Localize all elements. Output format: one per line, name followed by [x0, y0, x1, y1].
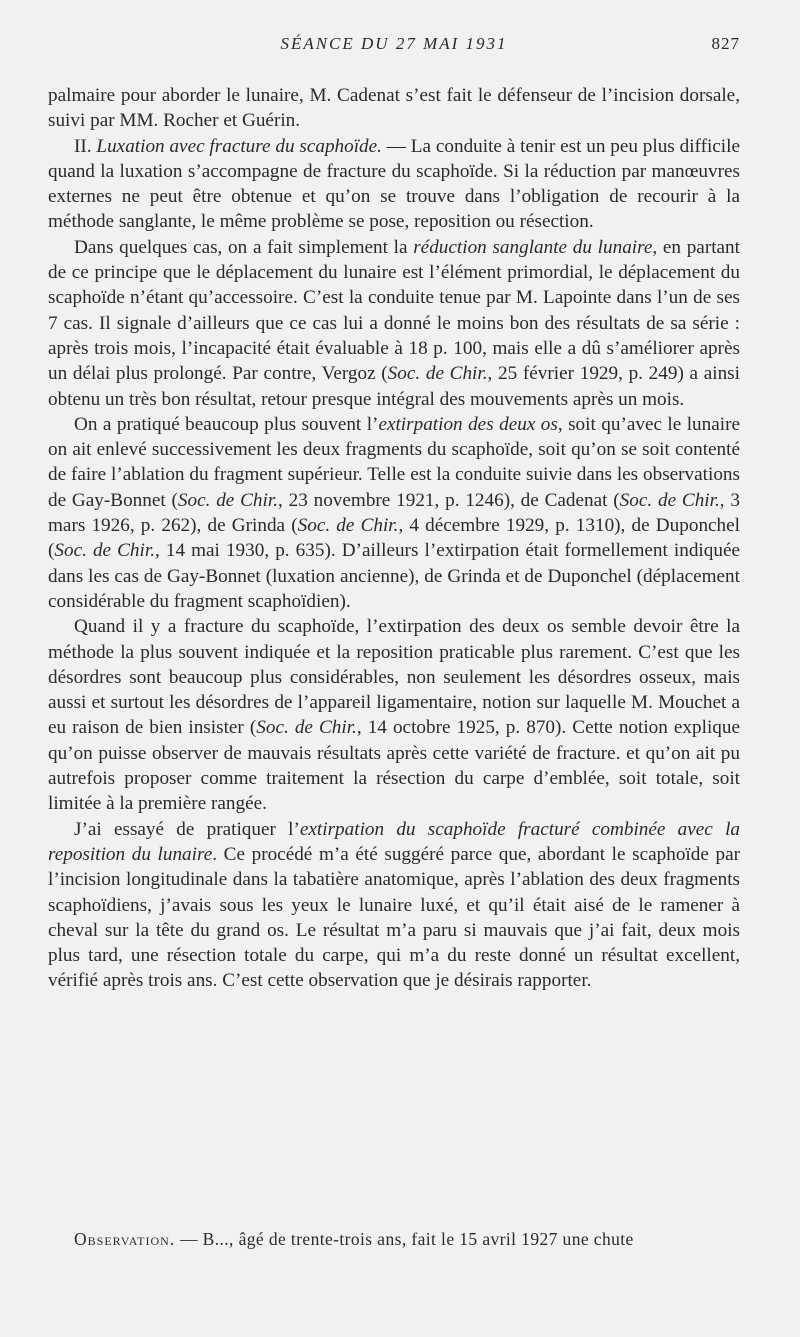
- observation-line: [48, 1227, 740, 1252]
- text-segment: . Ce procédé m’a été suggéré parce que, abordant le scaphoïde par l’incision longitudinale dans la tabatière anatomique, après l’ablation des deux fragments scaphoïdiens, j’avais sous les yeux le lunaire luxé, et qu’il était aisé de le ramener à cheval sur la tête du grand os. Le résultat m’a paru si mauvais que j’ai fait, deux mois plus tard, une résection totale du carpe, qui m’a du reste donné un résultat excellent, vérifié après trois ans. C’est cette observation que je désirais rapporter.: [48, 843, 740, 992]
- text-segment: , 14 mai 1930, p. 635). D’ailleurs l’extirpation était formellement indiquée dans les cas de Gay-Bonnet (luxation ancienne), de Grinda et de Duponchel (déplacement considérable du fragment scaphoïdien).: [48, 540, 740, 612]
- text-segment: On a pratiqué beaucoup plus souvent l’: [74, 413, 379, 435]
- body-text: [48, 83, 740, 994]
- italic-text: extirpation du scaphoïde fracturé combinée avec la reposition du lunaire: [48, 818, 740, 865]
- paragraph: [48, 412, 740, 614]
- italic-text: Luxation avec fracture du scaphoïde.: [96, 135, 382, 157]
- italic-text: Soc. de Chir.: [619, 489, 720, 511]
- text-segment: , 3 mars 1926, p. 262), de Grinda (: [48, 489, 740, 537]
- paragraph: [48, 235, 740, 412]
- paragraph: [48, 134, 740, 235]
- text-segment: , 23 novembre 1921, p. 1246), de Cadenat (: [278, 489, 620, 511]
- text-segment: , 25 février 1929, p. 249) a ainsi obtenu un très bon résultat, retour presque intégral des mouvements après un mois.: [48, 363, 740, 410]
- paragraph: [48, 614, 740, 816]
- paragraph: [48, 83, 740, 134]
- text-segment: palmaire pour aborder le lunaire, M. Cadenat s’est fait le défenseur de l’incision dorsale, suivi par MM. Rocher et Guérin.: [48, 85, 740, 132]
- page-number: 827: [711, 34, 740, 53]
- observation-label: Observation.: [74, 1229, 176, 1249]
- text-segment: Quand il y a fracture du scaphoïde, l’extirpation des deux os semble devoir être la méthode la plus souvent indiquée et la reposition praticable plus rarement. C’est que les désordres sont beaucoup plus considérables, non seulement les désordres osseux, mais aussi et surtout les désordres de l’appareil ligamentaire, notion sur laquelle M. Mouchet a eu raison de bien insister (: [48, 616, 740, 739]
- italic-text: Soc. de Chir.: [177, 489, 278, 511]
- observation-text: — B..., âgé de trente-trois ans, fait le 15 avril 1927 une chute: [175, 1229, 634, 1249]
- text-segment: II.: [74, 135, 97, 157]
- italic-text: extirpation des deux os: [378, 413, 558, 435]
- text-segment: , soit qu’avec le lunaire on ait enlevé successivement les deux fragments du scaphoïde, soit qu’on se soit contenté de faire l’ablation du fragment supérieur. Telle est la conduite suivie dans les observations de Gay-Bonnet (: [48, 413, 740, 511]
- italic-text: Soc. de Chir.: [387, 363, 488, 385]
- header-title: SÉANCE DU 27 MAI 1931: [280, 34, 508, 53]
- text-segment: J’ai essayé de pratiquer l’: [74, 818, 300, 840]
- text-segment: Dans quelques cas, on a fait simplement la: [74, 236, 414, 258]
- text-segment: , 14 octobre 1925, p. 870). Cette notion explique qu’on puisse observer de mauvais résultats après cette variété de fracture. et qu’on ait pu autrefois proposer comme traitement la résection du carpe d’emblée, soit totale, soit limitée à la première rangée.: [48, 717, 740, 815]
- text-segment: — La conduite à tenir est un peu plus difficile quand la luxation s’accompagne de fracture du scaphoïde. Si la réduction par manœuvres externes ne peut être obtenue et qu’on se trouve dans l’obligation de recourir à la méthode sanglante, le même problème se pose, reposition ou résection.: [48, 135, 740, 233]
- italic-text: Soc. de Chir.: [54, 540, 155, 562]
- running-header: [48, 34, 740, 58]
- paragraph: [48, 817, 740, 994]
- text-segment: , 4 décembre 1929, p. 1310), de Duponchel (: [48, 515, 740, 562]
- italic-text: réduction sanglante du lunaire: [413, 236, 653, 258]
- italic-text: Soc. de Chir.: [297, 515, 399, 537]
- italic-text: Soc. de Chir.: [256, 717, 357, 739]
- text-segment: , en partant de ce principe que le déplacement du lunaire est l’élément primordial, le déplacement du scaphoïde n’étant qu’accessoire. C’est la conduite tenue par M. Lapointe dans l’un de ses 7 cas. Il signale d’ailleurs que ce cas lui a donné le moins bon des résultats de sa série : après trois mois, l’incapacité était évaluable à 18 p. 100, mais elle a dû s’améliorer après un délai plus prolongé. Par contre, Vergoz (: [48, 236, 740, 385]
